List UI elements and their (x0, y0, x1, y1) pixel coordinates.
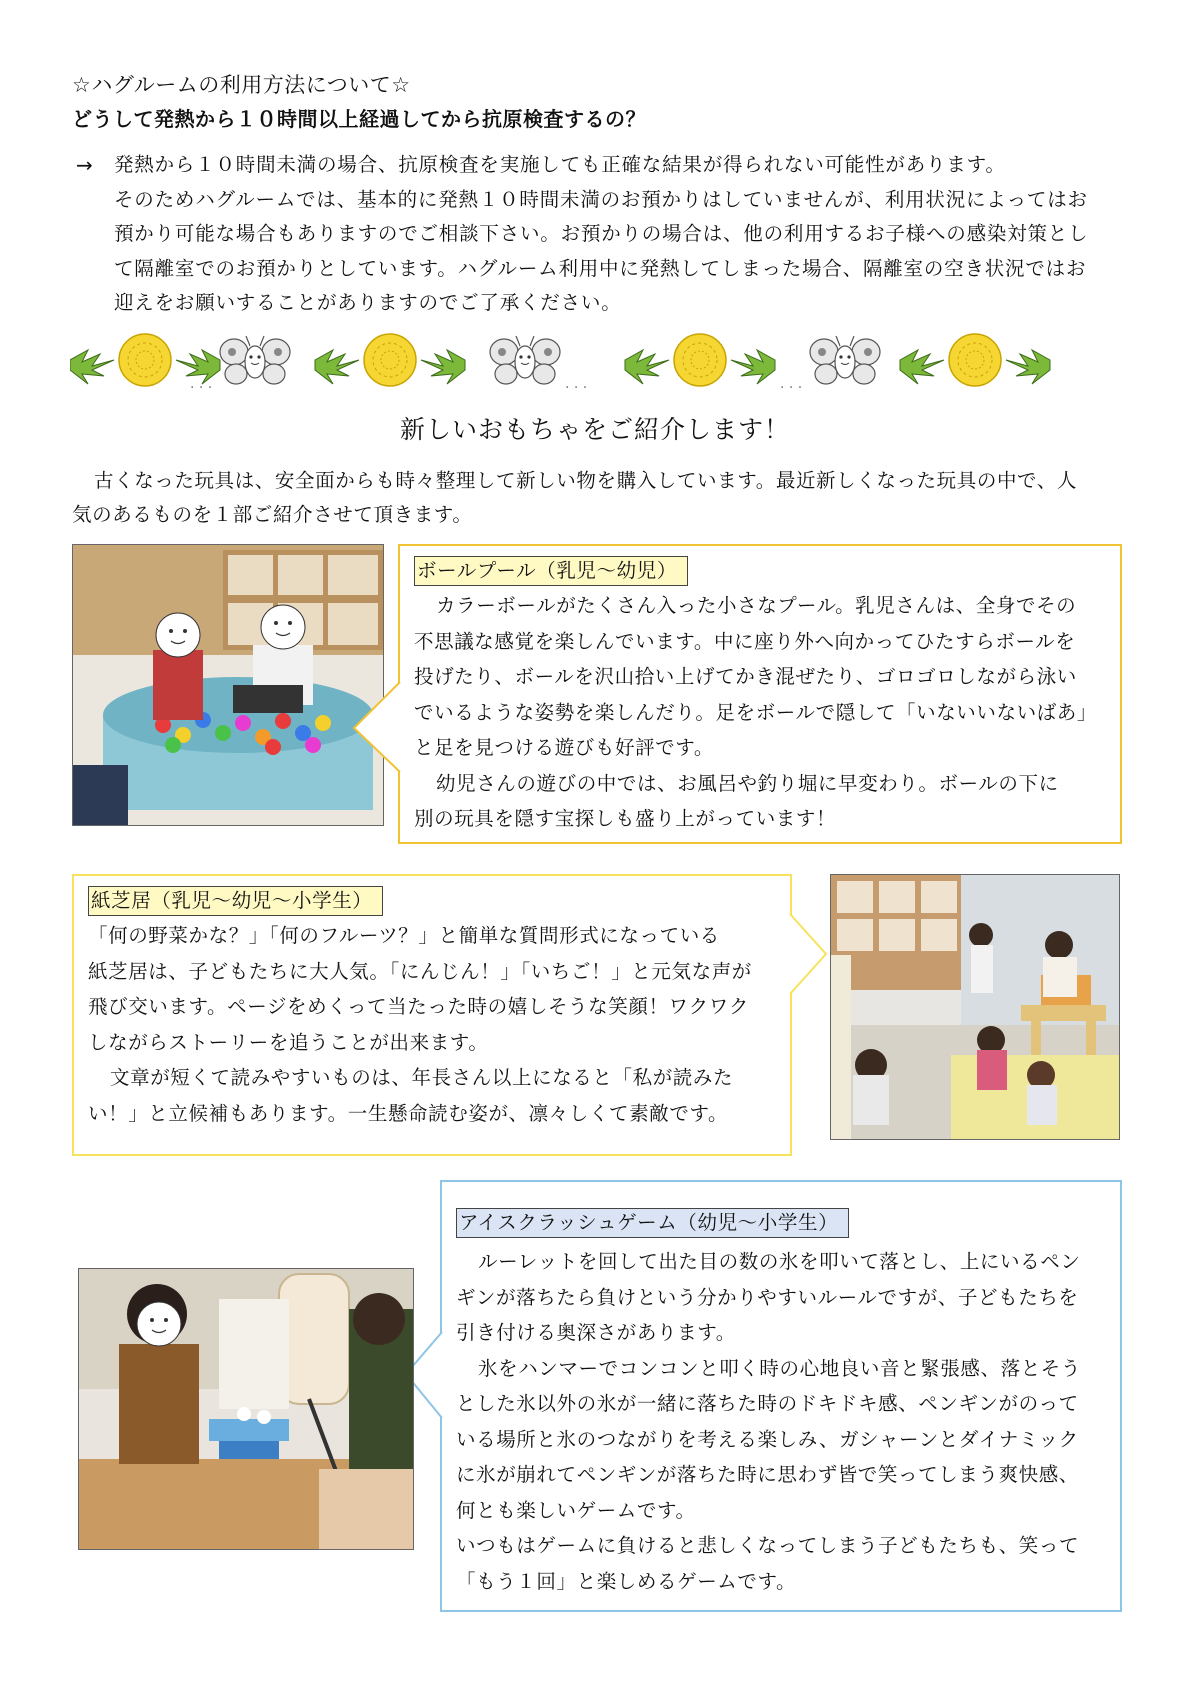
ice-crash-photo (78, 1268, 414, 1550)
text-line: 投げたり、ボールを沢山拾い上げてかき混ぜたり、ゴロゴロしながら泳い (414, 665, 1077, 688)
text-line: 引き付ける奥深さがあります。 (456, 1321, 736, 1344)
text-line: い！」と立候補もあります。一生懸命読む姿が、凛々しくて素敵です。 (88, 1101, 729, 1125)
ice-crash-label: アイスクラッシュゲーム（幼児〜小学生） (456, 1208, 849, 1238)
text-line: いつもはゲームに負けると悲しくなってしまう子どもたちも、笑って (456, 1534, 1080, 1557)
kamishibai-text (88, 918, 776, 1131)
speech-pointer (788, 912, 828, 996)
text-line: 何とも楽しいゲームです。 (456, 1498, 696, 1522)
svg-text:. . .: . . . (565, 376, 588, 390)
intro-line: 古くなった玩具は、安全面からも時々整理して新しい物を購入しています。最近新しくなった玩具の中で、人 (94, 469, 1077, 492)
arrow-icon: → (76, 153, 93, 177)
text-line: 別の玩具を隠す宝探しも盛り上がっています！ (414, 807, 837, 830)
hug-room-title: ☆ハグルームの利用方法について☆ (72, 73, 411, 97)
kamishibai-photo (830, 874, 1120, 1140)
ball-pool-text (414, 588, 1106, 837)
svg-text:. . .: . . . (780, 376, 803, 390)
text-line: 紙芝居は、子どもたちに大人気。「にんじん！」「いちご！」と元気な声が (88, 959, 752, 983)
hug-room-question: どうして発熱から１０時間以上経過してから抗原検査するの？ (72, 107, 646, 131)
text-line: カラーボールがたくさん入った小さなプール。乳児さんは、全身でその (436, 594, 1077, 617)
butterfly-icon (220, 336, 290, 384)
text-line: 幼児さんの遊びの中では、お風呂や釣り堀に早変わり。ボールの下に (436, 771, 1059, 795)
text-line: いる場所と氷のつながりを考える楽しみ、ガシャーンとダイナミック (456, 1427, 1079, 1451)
text-line: ギンが落ちたら負けという分かりやすいルールですが、子どもたちを (456, 1285, 1079, 1309)
text-line: 文章が短くて読みやすいものは、年長さん以上になると「私が読みた (110, 1066, 734, 1089)
butterfly-icon (490, 336, 560, 384)
text-line: ルーレットを回して出た目の数の氷を叩いて落とし、上にいるペン (478, 1250, 1081, 1273)
svg-text:. . .: . . . (190, 376, 213, 390)
text-line: しながらストーリーを追うことが出来ます。 (88, 1030, 489, 1054)
kamishibai-box (72, 874, 792, 1156)
text-line: とした氷以外の氷が一緒に落ちた時のドキドキ感、ペンギンがのって (456, 1392, 1079, 1415)
text-line: 「何の野菜かな？」「何のフルーツ？」と簡単な質問形式になっている (88, 924, 720, 947)
hug-room-body (114, 148, 1124, 321)
hug-room-line: 迎えをお願いすることがありますのでご了承ください。 (114, 291, 622, 314)
kamishibai-label: 紙芝居（乳児〜幼児〜小学生） (88, 886, 383, 916)
ice-crash-box (440, 1180, 1122, 1612)
ball-pool-box (398, 544, 1122, 844)
hug-room-line: 預かり可能な場合もありますのでご相談下さい。お預かりの場合は、他の利用するお子様への感染対策とし (114, 222, 1089, 245)
text-line: に氷が崩れてペンギンが落ちた時に思わず皆で笑ってしまう爽快感、 (456, 1463, 1079, 1486)
text-line: 飛び交います。ページをめくって当たった時の嬉しそうな笑顔！ワクワク (88, 995, 749, 1018)
text-line: と足を見つける遊びも好評です。 (414, 736, 714, 759)
toys-intro (72, 464, 1122, 532)
text-line: 「もう１回」と楽しめるゲームです。 (456, 1569, 797, 1593)
intro-line: 気のあるものを１部ご紹介させて頂きます。 (72, 503, 473, 526)
ice-crash-text (456, 1244, 1106, 1599)
hug-room-line: て隔離室でのお預かりとしています。ハグルーム利用中に発熱してしまった場合、隔離室の空き状況ではお (114, 256, 1087, 280)
ball-pool-photo (72, 544, 384, 826)
hug-room-line: 発熱から１０時間未満の場合、抗原検査を実施しても正確な結果が得られない可能性があります。 (114, 153, 1006, 176)
toys-section-title: 新しいおもちゃをご紹介します！ (399, 415, 790, 444)
text-line: 氷をハンマーでコンコンと叩く時の心地良い音と緊張感、落とそう (478, 1356, 1082, 1380)
hug-room-line: そのためハグルームでは、基本的に発熱１０時間未満のお預かりはしていませんが、利用状況によってはお (114, 187, 1088, 211)
dandelion-icon (625, 334, 775, 386)
text-line: 不思議な感覚を楽しんでいます。中に座り外へ向かってひたすらボールを (414, 629, 1076, 653)
dandelion-icon (900, 334, 1050, 386)
butterfly-icon (810, 336, 880, 384)
text-line: でいるような姿勢を楽しんだり。足をボールで隠して「いないいないばあ」 (414, 700, 1098, 724)
decoration-row (70, 330, 1120, 390)
speech-pointer (352, 680, 402, 775)
dandelion-icon (315, 334, 465, 386)
ball-pool-label: ボールプール（乳児〜幼児） (414, 556, 688, 586)
